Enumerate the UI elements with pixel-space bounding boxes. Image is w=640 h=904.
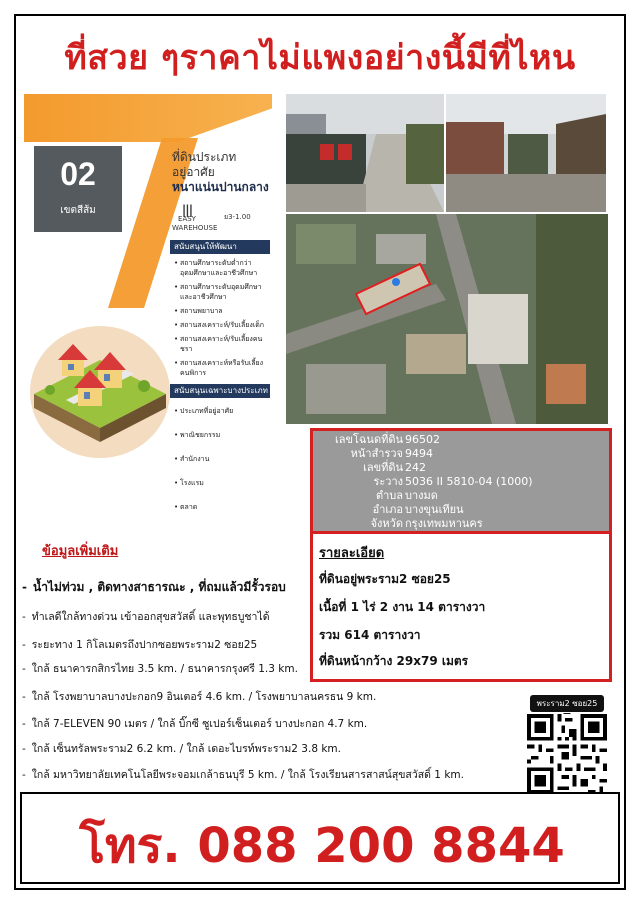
details-line: เนื้อที่ 1 ไร่ 2 งาน 14 ตารางวา [319, 600, 486, 614]
qr-label: พระราม2 ซอย25 [530, 695, 604, 712]
deed-value: 96502 [405, 433, 440, 446]
list-item: • พาณิชยกรรม [174, 430, 270, 440]
list-item: • สถานสงเคราะห์/รับเลี้ยงเด็ก [174, 320, 270, 330]
details-line: ที่ดินหน้ากว้าง 29x79 เมตร [319, 654, 469, 668]
deed-info-box [310, 428, 612, 534]
list-item: • โรงแรม [174, 478, 270, 488]
deed-row [313, 517, 609, 530]
list-item: • ประเภทที่อยู่อาศัย [174, 406, 270, 416]
deed-value: บางมด [405, 489, 438, 502]
deed-label: อำเภอ [372, 503, 403, 516]
list-item: • สำนักงาน [174, 454, 270, 464]
deed-value: 9494 [405, 447, 433, 460]
aerial-map [286, 214, 608, 424]
zone-title-line: หนาแน่นปานกลาง [172, 180, 269, 194]
list-item: • สถานสงเคราะห์หรือรับเลี้ยงคนพิการ [174, 358, 270, 378]
qr-code[interactable] [527, 714, 607, 794]
zone-title-line: อยู่อาศัย [172, 165, 215, 179]
section1-bar: สนับสนุนให้พัฒนา [170, 240, 270, 254]
list-item: • ตลาด [174, 502, 270, 512]
zoning-infographic [24, 94, 272, 534]
deed-value: บางขุนเทียน [405, 503, 464, 516]
houses-illustration [26, 282, 172, 532]
list-item: • สถานสงเคราะห์/รับเลี้ยงคนชรา [174, 334, 270, 354]
deed-label: เลขที่ดิน [363, 461, 403, 474]
deed-label: หน้าสำรวจ [350, 447, 403, 460]
deed-row [313, 503, 609, 516]
deed-row [313, 489, 609, 502]
deed-value: 242 [405, 461, 426, 474]
more-info-line: - ใกล้ 7-ELEVEN 90 เมตร / ใกล้ บิ๊กซี ซูเปอร์เซ็นเตอร์ บางปะกอก 4.7 km. [22, 718, 368, 730]
brand-logo: ||| EASY WAREHOUSE [172, 203, 218, 232]
more-info-line: - ใกล้ โรงพยาบาลบางปะกอก9 อินเตอร์ 4.6 km. / โรงพยาบาลนครธน 9 km. [22, 691, 377, 703]
deed-row [313, 433, 609, 446]
list-item: • สถานศึกษาระดับอุดมศึกษาและอาชีวศึกษา [174, 282, 270, 302]
details-line: ที่ดินอยู่พระราม2 ซอย25 [319, 572, 451, 586]
deed-label: จังหวัด [370, 517, 403, 530]
zone-title-line: ที่ดินประเภท [172, 150, 237, 164]
more-info-line: - ใกล้ มหาวิทยาลัยเทคโนโลยีพระจอมเกล้าธนบุรี 5 km. / ใกล้ โรงเรียนสารสาสน์สุขสวัสดิ์ 1 km. [22, 769, 464, 781]
details-title: รายละเอียด [319, 546, 385, 561]
deed-value: กรุงเทพมหานคร [405, 517, 483, 530]
deed-row [313, 475, 609, 488]
list-item: • สถานพยาบาล [174, 306, 270, 316]
zone-district: เขตสีส้ม [60, 205, 96, 216]
deed-value: 5036 II 5810-04 (1000) [405, 475, 533, 488]
deed-row [313, 447, 609, 460]
details-box [310, 534, 612, 682]
list-item: • สถานศึกษาระดับต่ำกว่าอุดมศึกษาและอาชีวศึกษา [174, 258, 270, 278]
site-photo [446, 94, 606, 212]
more-info-line: - ทำเลดีใกล้ทางด่วน เข้าออกสุขสวัสดิ์ และพุทธบูชาได้ [22, 611, 270, 623]
phone-number[interactable]: โทร. 088 200 8844 [79, 818, 565, 874]
brand-name: EASY WAREHOUSE [172, 215, 218, 232]
headline: ที่สวย ๆราคาไม่แพงอย่างนี้มีที่ไหน [64, 38, 576, 78]
deed-label: ระวาง [373, 475, 403, 488]
zone-title [172, 150, 269, 195]
section2-list [174, 406, 270, 516]
more-info-line: - น้ำไม่ท่วม , ติดทางสาธารณะ , ที่ถมแล้วมีรั้วรอบ [22, 580, 286, 594]
more-info-line: - ใกล้ ธนาคารกสิกรไทย 3.5 km. / ธนาคารกรุงศรี 1.3 km. [22, 663, 298, 675]
deed-row [313, 461, 609, 474]
orange-banner-shape [24, 94, 272, 142]
more-info-line: - ระยะทาง 1 กิโลเมตรถึงปากซอยพระราม2 ซอย25 [22, 639, 258, 651]
more-info-title: ข้อมูลเพิ่มเติม [42, 544, 119, 559]
zone-ratio: ย3-1.00 [224, 213, 251, 221]
section1-list [174, 258, 270, 382]
phone-banner [20, 792, 620, 884]
deed-label: ตำบล [375, 489, 403, 502]
zone-number: 02 [60, 156, 96, 192]
details-line: รวม 614 ตารางวา [319, 628, 421, 642]
deed-label: เลขโฉนดที่ดิน [335, 433, 403, 446]
more-info-line: - ใกล้ เซ็นทรัลพระราม2 6.2 km. / ใกล้ เดอะไบรท์พระราม2 3.8 km. [22, 743, 341, 755]
zone-badge [34, 146, 122, 232]
street-photo [286, 94, 444, 212]
section2-bar: สนับสนุนเฉพาะบางประเภทย่อย [170, 384, 270, 398]
